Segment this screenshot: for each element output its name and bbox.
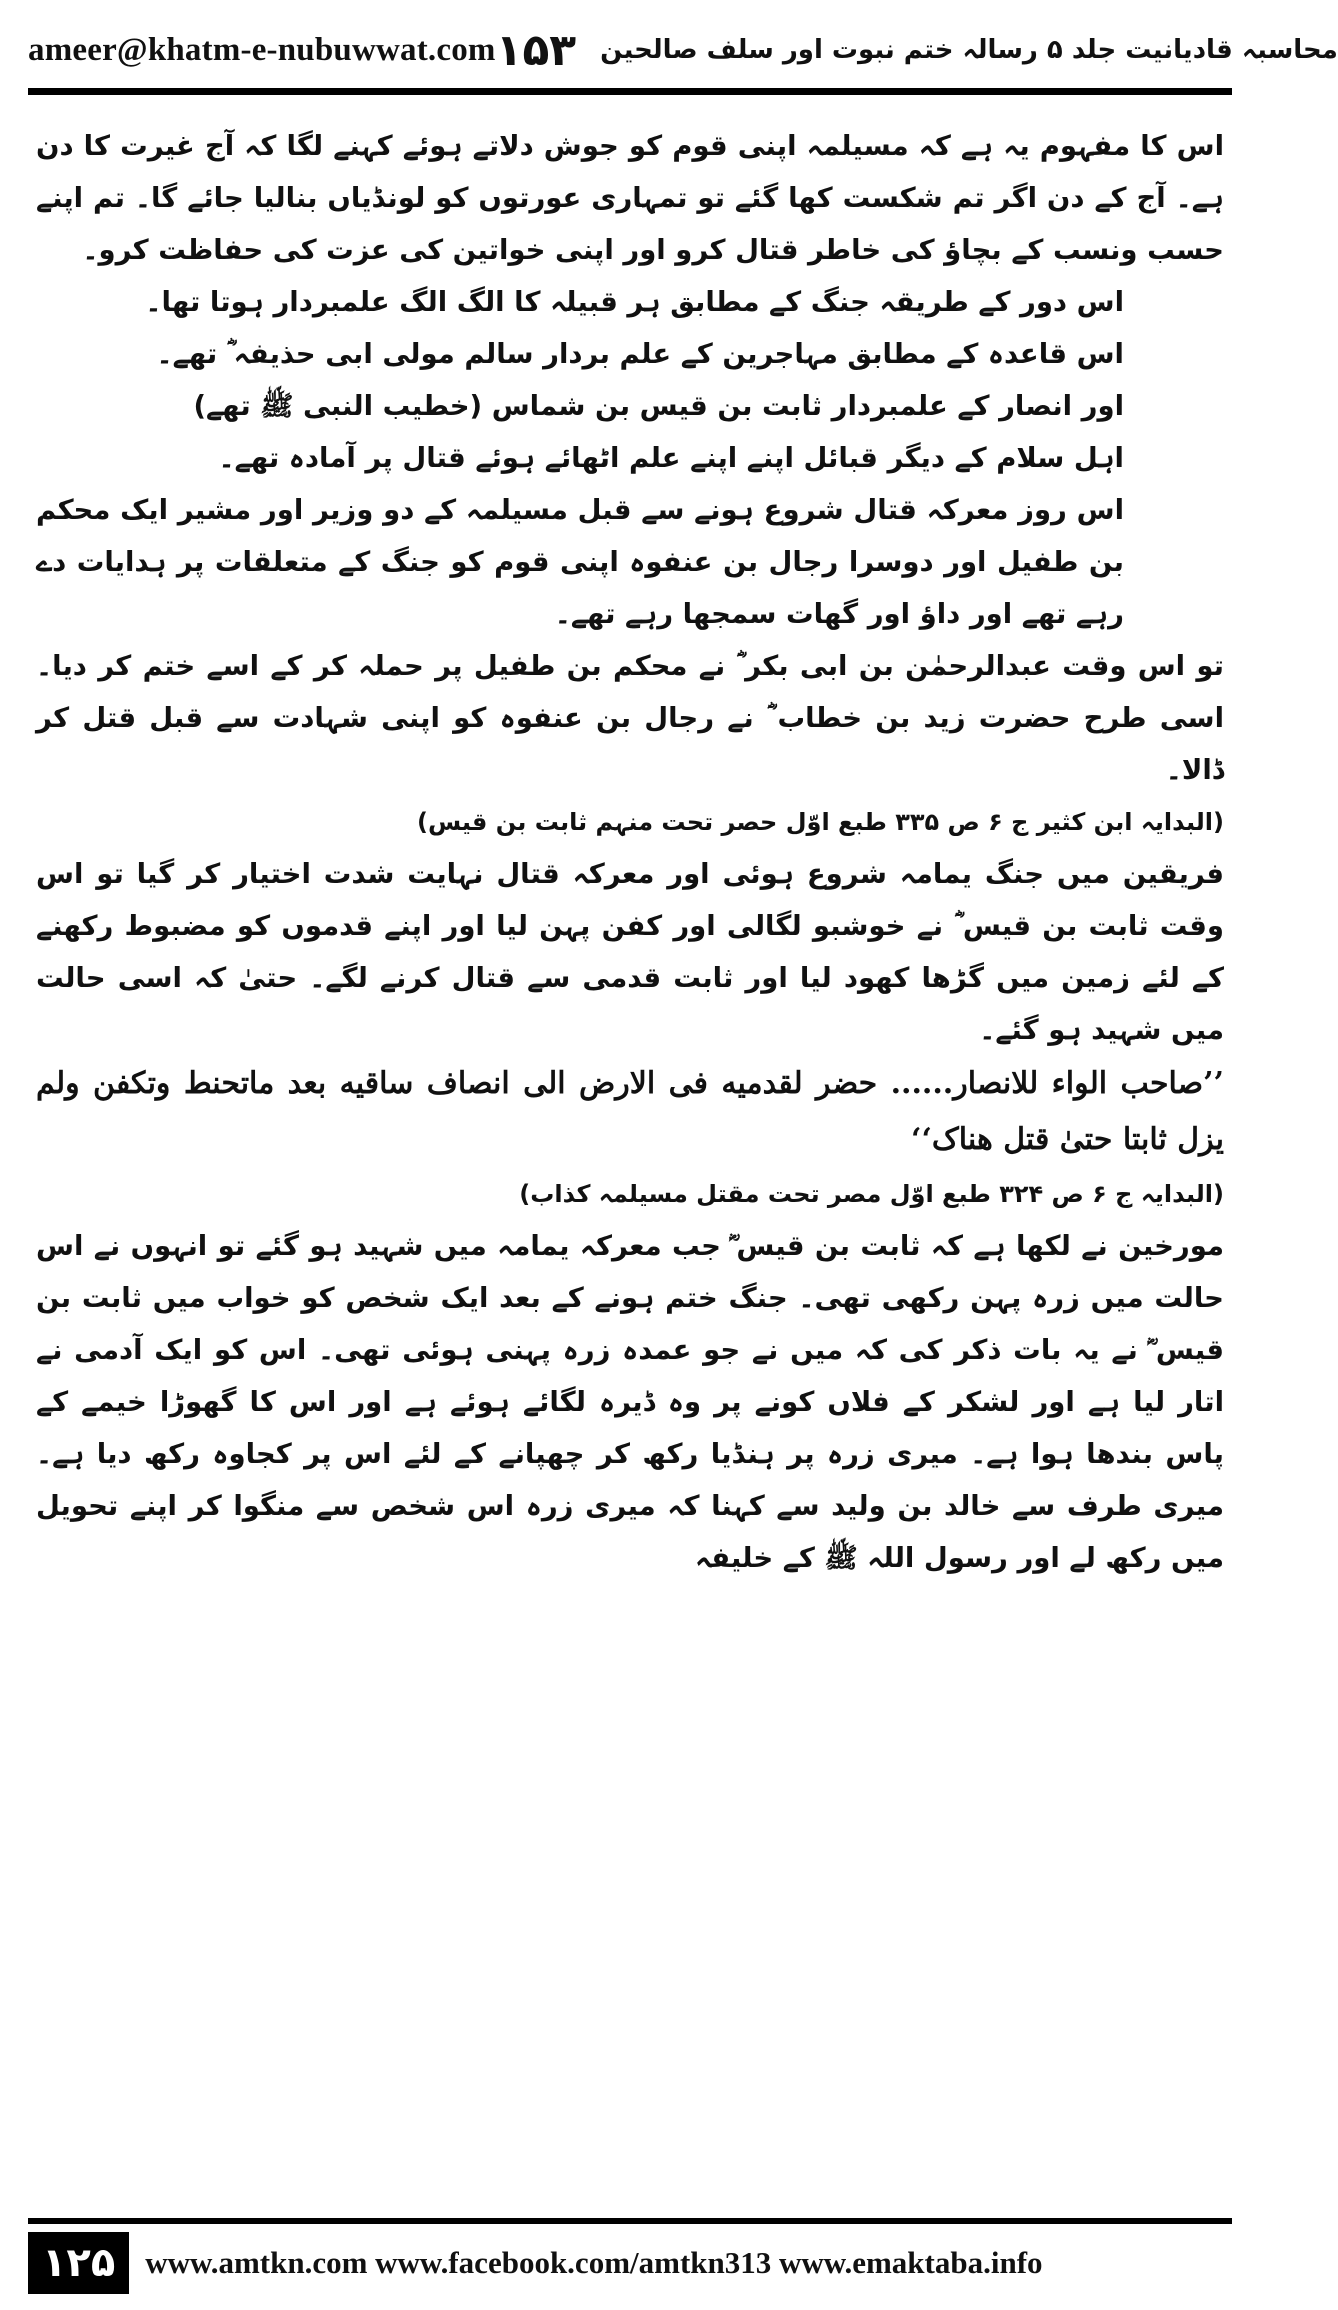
paragraph: اس روز معرکہ قتال شروع ہونے سے قبل مسیلمہ کے دو وزیر اور مشیر ایک محکم بن طفیل اور دوسرا رجال بن عنفوہ اپنی قوم کو جنگ کے متعلقات پر ہدایات دے رہے تھے اور داؤ اور گھات سمجھا رہے تھے۔ (36, 494, 1124, 630)
paragraph: مورخین نے لکھا ہے کہ ثابت بن قیس ؓ جب معرکہ یمامہ میں شہید ہو گئے تو انہوں نے اس حالت میں زرہ پہن رکھی تھی۔ جنگ ختم ہونے کے بعد ایک شخص کو خواب میں ثابت بن قیس ؓ نے یہ بات ذکر کی کہ میں نے جو عمدہ زرہ پہنی ہوئی تھی۔ اس کو ایک آدمی نے اتار لیا ہے اور لشکر کے فلاں کونے پر وہ ڈیرہ لگائے ہوئے ہے اور اس کا گھوڑا خیمے کے پاس بندھا ہوا ہے۔ میری زرہ پر ہنڈیا رکھ کر چھپانے کے لئے اس پر کجاوہ رکھ دیا ہے۔ میری طرف سے خالد بن ولید سے کہنا کہ میری زرہ اس شخص سے منگوا کر اپنے تحویل میں رکھ لے اور رسول اللہ ﷺ کے خلیفہ (36, 1230, 1224, 1574)
paragraph: اس کا مفہوم یہ ہے کہ مسیلمہ اپنی قوم کو جوش دلاتے ہوئے کہنے لگا کہ آج غیرت کا دن ہے۔ آج کے دن اگر تم شکست کھا گئے تو تمہاری عورتوں کو لونڈیاں بنالیا جائے گا۔ تم اپنے حسب ونسب کے بچاؤ کی خاطر قتال کرو اور اپنی خواتین کی عزت کی حفاظت کرو۔ (36, 130, 1224, 266)
paragraph: تو اس وقت عبدالرحمٰن بن ابی بکر ؓ نے محکم بن طفیل پر حملہ کر کے اسے ختم کر دیا۔ اسی طرح حضرت زید بن خطاب ؓ نے رجال بن عنفوہ کو اپنی شہادت سے قبل قتل کر ڈالا۔ (36, 650, 1224, 786)
paragraph: اور انصار کے علمبردار ثابت بن قیس بن شماس (خطیب النبی ﷺ تھے) (193, 390, 1124, 422)
footer-links[interactable]: www.amtkn.com www.facebook.com/amtkn313 www.emaktaba.info (145, 2245, 1043, 2280)
body-text (36, 120, 1224, 2180)
footer-page-number: ۱۲۵ (28, 2232, 129, 2294)
reference-citation: (البدایہ ج ۶ ص ۳۲۴ طبع اوّل مصر تحت مقتل مسیلمہ کذاب) (519, 1180, 1224, 1208)
header-email[interactable]: ameer@khatm-e-nubuwwat.com (28, 31, 496, 68)
header-right (496, 25, 1338, 76)
paragraph: اس قاعدہ کے مطابق مہاجرین کے علم بردار سالم مولی ابی حذیفہ ؓ تھے۔ (156, 338, 1124, 370)
header-page-number: ۱۵۳ (495, 24, 577, 76)
arabic-quote: ’’صاحب الواء للانصار...... حضر لقدمیه فی الارض الی انصاف ساقیه بعد ماتحنط وتکفن ولم یزل ثابتا حتیٰ قتل هناک‘‘ (36, 1066, 1224, 1157)
header-rule (28, 88, 1232, 95)
paragraph: اہل سلام کے دیگر قبائل اپنے اپنے علم اٹھائے ہوئے قتال پر آمادہ تھے۔ (218, 442, 1124, 474)
page-footer (28, 2228, 1232, 2298)
header-title: محاسبہ قادیانیت جلد ۵ رسالہ ختم نبوت اور سلف صالحین (600, 35, 1338, 65)
paragraph: فریقین میں جنگ یمامہ شروع ہوئی اور معرکہ قتال نہایت شدت اختیار کر گیا تو اس وقت ثابت بن قیس ؓ نے خوشبو لگالی اور کفن پہن لیا اور اپنے قدموں کو مضبوط رکھنے کے لئے زمین میں گڑھا کھود لیا اور ثابت قدمی سے قتال کرنے لگے۔ حتیٰ کہ اسی حالت میں شہید ہو گئے۔ (36, 858, 1224, 1046)
page-header (28, 14, 1338, 86)
reference-citation: (البدایہ ابن کثیر ج ۶ ص ۳۳۵ طبع اوّل حصر تحت منہم ثابت بن قیس) (416, 808, 1224, 836)
footer-rule (28, 2218, 1232, 2224)
paragraph: اس دور کے طریقہ جنگ کے مطابق ہر قبیلہ کا الگ الگ علمبردار ہوتا تھا۔ (145, 286, 1124, 318)
